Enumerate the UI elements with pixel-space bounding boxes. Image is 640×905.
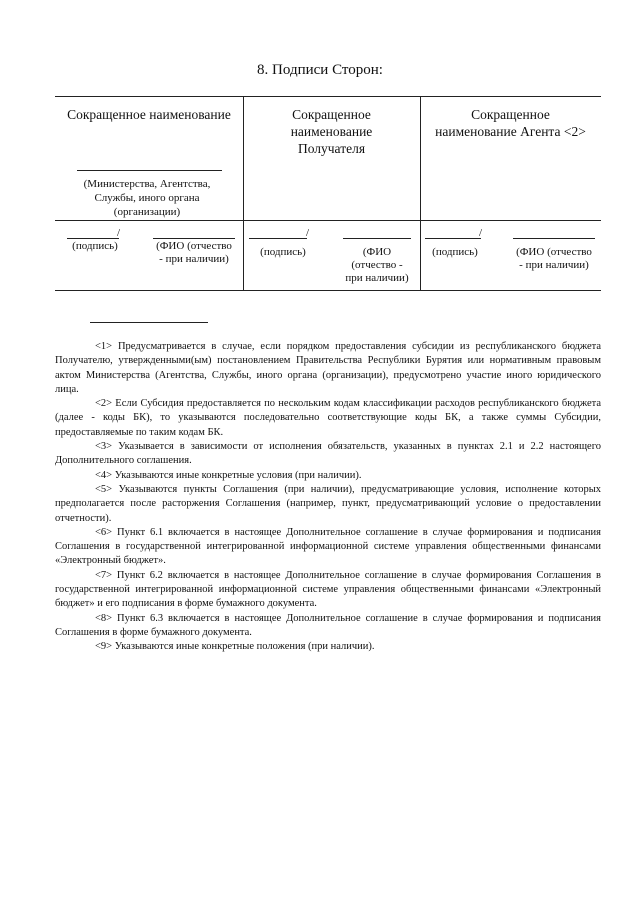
fio-label: (ФИО (отчество - при наличии) xyxy=(516,246,592,271)
footnote-separator xyxy=(90,322,208,323)
col3-title: Сокращенное наименование Агента <2> xyxy=(435,107,586,139)
col2-title: Сокращенное наименование Получателя xyxy=(290,107,373,156)
footnote-4: <4> Указываются иные конкретные условия (при наличии). xyxy=(95,469,362,481)
org-name-underline xyxy=(77,170,222,171)
footnote-1: <1> Предусматривается в случае, если порядком предоставления субсидии из республиканского бюджета Получателю, утвержденными(ым) постановлением Правительства Республики Бурятия или нормативным правовым актом Министерства (Агентства, Службы, иного органа (организации), предусмотрено участие иного юридического лица. xyxy=(55,341,601,395)
fio-label: (ФИО (отчество - при наличии) xyxy=(156,240,232,265)
footnote-6: <6> Пункт 6.1 включается в настоящее Дополнительное соглашение в случае формирования и подписания Соглашения в государственной интегрированной информационной системе управления общественными финансами «Электронный бюджет». xyxy=(55,526,601,567)
footnote-9: <9> Указываются иные конкретные положения (при наличии). xyxy=(95,641,375,653)
col1-title: Сокращенное наименование xyxy=(67,107,231,122)
row-divider xyxy=(55,220,601,221)
podpis-label: (подпись) xyxy=(260,246,306,258)
footnote-8: <8> Пункт 6.3 включается в настоящее Дополнительное соглашение в случае формирования и подписания Соглашения в форме бумажного документа. xyxy=(55,612,601,638)
footnote-2: <2> Если Субсидия предоставляется по нескольким кодам классификации расходов республиканского бюджета (далее - коды БК), то указываются последовательно соответствующие коды БК, а также суммы Субсидии, предоставляемые по таким кодам БК. xyxy=(55,398,601,438)
slash: / xyxy=(306,227,310,239)
signature-line xyxy=(67,238,119,239)
signature-line xyxy=(249,238,307,239)
fio-line xyxy=(153,238,235,239)
fio-label: (ФИО (отчество - при наличии) xyxy=(345,246,409,284)
footnote-7: <7> Пункт 6.2 включается в настоящее Дополнительное соглашение в случае формирования Соглашения в государственной интегрированной информационной системе управления общественными финансами «Электронный бюджет» и его подписания в форме бумажного документа. xyxy=(55,569,601,610)
footnotes xyxy=(55,340,601,655)
podpis-label: (подпись) xyxy=(432,246,478,258)
signature-table xyxy=(55,96,601,291)
fio-line xyxy=(343,238,411,239)
slash: / xyxy=(117,227,121,239)
section-heading: 8. Подписи Сторон: xyxy=(257,62,383,78)
slash: / xyxy=(479,227,483,239)
podpis-label: (подпись) xyxy=(72,240,118,252)
fio-line xyxy=(513,238,595,239)
footnote-5: <5> Указываются пункты Соглашения (при наличии), предусматривающие условия, исполнение которых предполагается после расторжения Соглашения (например, пункт, предусматривающий условие о предоставлении отчетности). xyxy=(55,483,601,524)
footnote-3: <3> Указывается в зависимости от исполнения обязательств, указанных в пунктах 2.1 и 2.2 настоящего Дополнительного соглашения. xyxy=(55,441,601,467)
ministry-caption: (Министерства, Агентства, Службы, иного органа (организации) xyxy=(83,178,211,218)
signature-line xyxy=(425,238,481,239)
